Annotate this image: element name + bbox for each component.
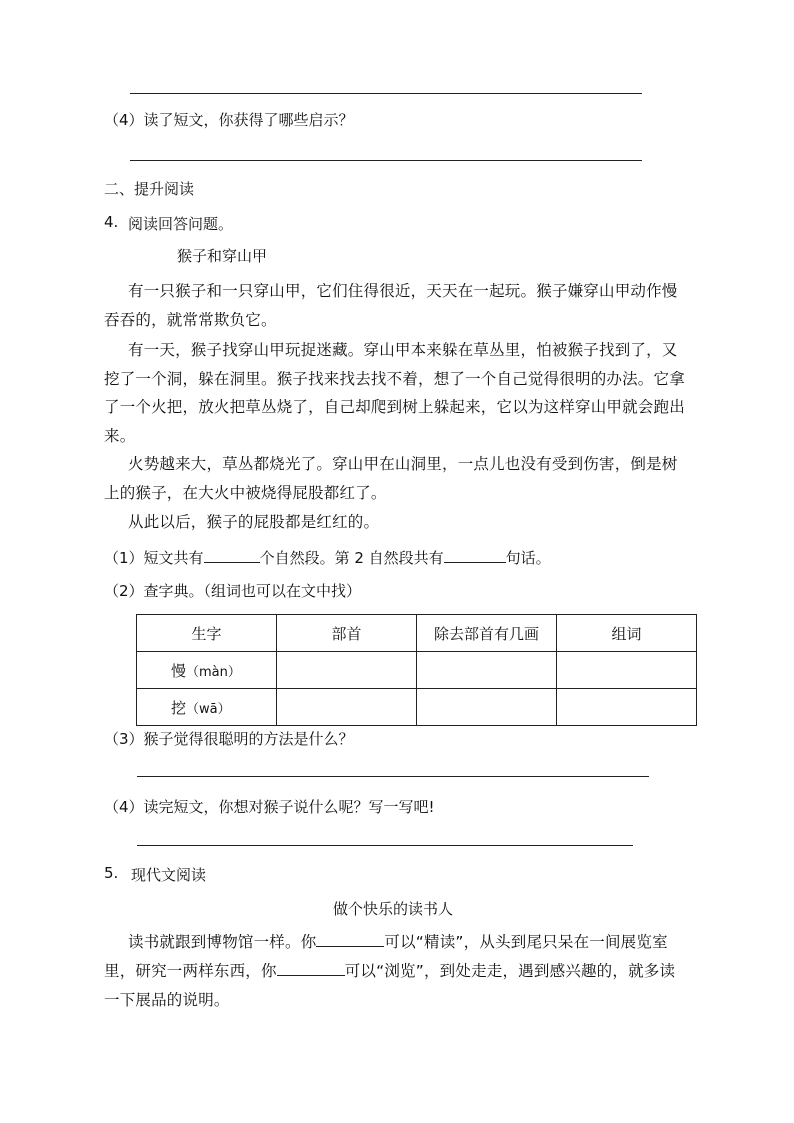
text-line: 挖了一个洞，躲在洞里。猴子找来找去找不着，想了一个自己觉得很明的办法。它拿 (104, 369, 685, 388)
question-instruction: 阅读回答问题。 (128, 215, 234, 233)
sub-question-3 (104, 728, 354, 749)
table-header: 除去部首有几画 (417, 615, 557, 652)
text-line: 了一个火把，放火把草丛烧了，自己却爬到树上躲起来，它以为这样穿山甲就会跑出 (104, 398, 685, 416)
blank-paragraph-count[interactable] (204, 548, 260, 563)
question-label: （4） (104, 111, 144, 129)
question-text: 查字典。（组词也可以在文中找） (143, 582, 362, 600)
question-text: 读完短文，你想对猴子说什么呢？写一写吧! (143, 798, 435, 816)
question-label: （3） (104, 730, 144, 748)
text-line: 从此以后，猴子的屁股都是红红的。 (128, 513, 380, 531)
text-line: 里，研究一两样东西，你 可以“浏览”，到处走走，遇到感兴趣的，就多读 (104, 962, 676, 980)
answer-line[interactable] (130, 160, 642, 161)
question-label: （4） (104, 798, 144, 816)
strokes-cell[interactable] (417, 689, 557, 726)
section-title: 二、提升阅读 (104, 180, 195, 198)
question-instruction: 现代文阅读 (131, 866, 207, 884)
text-line: 吞吞的，就常常欺负它。 (104, 310, 277, 329)
text-line: 火势越来大，草丛都烧光了。穿山甲在山洞里，一点儿也没有受到伤害，倒是树 (128, 455, 678, 473)
text-line: 有一只猴子和一只穿山甲，它们住得很近，天天在一起玩。猴子嫌穿山甲动作慢 (128, 282, 678, 300)
passage-title: 做个快乐的读书人 (333, 900, 454, 918)
char-cell: 慢（màn） (137, 652, 277, 689)
question-label: （1） (104, 549, 144, 567)
word-cell[interactable] (557, 652, 697, 689)
strokes-cell[interactable] (417, 652, 557, 689)
dictionary-table (136, 614, 697, 726)
table-row (137, 652, 697, 689)
question-text: 猴子觉得很聪明的方法是什么？ (143, 730, 354, 748)
table-header: 生字 (137, 615, 277, 652)
sub-question-2 (104, 580, 361, 601)
radical-cell[interactable] (277, 689, 417, 726)
story-paragraph-4 (104, 508, 694, 537)
story-paragraph-1 (104, 277, 694, 334)
text-line: 来。 (104, 426, 136, 445)
blank-fill[interactable] (277, 961, 345, 976)
word-cell[interactable] (557, 689, 697, 726)
question-label: （2） (104, 582, 144, 600)
table-row (137, 689, 697, 726)
answer-line[interactable] (137, 845, 633, 846)
sub-question-1: （1）短文共有 个自然段。第 2 自然段共有 句话。 (104, 549, 551, 567)
table-header-row (137, 615, 697, 652)
question-number: 5. (104, 864, 119, 882)
passage-paragraph (104, 928, 694, 1015)
sub-question-4 (104, 796, 435, 817)
text-line: 读书就跟到博物馆一样。你 可以“精读”，从头到尾只呆在一间展览室 (128, 933, 668, 951)
table-header: 组词 (557, 615, 697, 652)
answer-line[interactable] (137, 776, 649, 777)
story-title: 猴子和穿山甲 (177, 247, 268, 265)
story-paragraph-2 (104, 336, 694, 450)
question-number: 4. (104, 213, 119, 231)
story-paragraph-3 (104, 450, 694, 507)
char-cell: 挖（wā） (137, 689, 277, 726)
table-header: 部首 (277, 615, 417, 652)
blank-sentence-count[interactable] (444, 548, 506, 563)
text-line: 有一天，猴子找穿山甲玩捉迷藏。穿山甲本来躲在草丛里，怕被猴子找到了，又 (128, 341, 678, 359)
text-line: 上的猴子，在大火中被烧得屁股都红了。 (104, 483, 387, 502)
question-text: 读了短文，你获得了哪些启示？ (143, 111, 354, 129)
blank-fill[interactable] (316, 932, 384, 947)
question-4-prev (104, 109, 354, 130)
text-line: 一下展品的说明。 (104, 991, 230, 1009)
answer-line[interactable] (130, 93, 642, 94)
radical-cell[interactable] (277, 652, 417, 689)
